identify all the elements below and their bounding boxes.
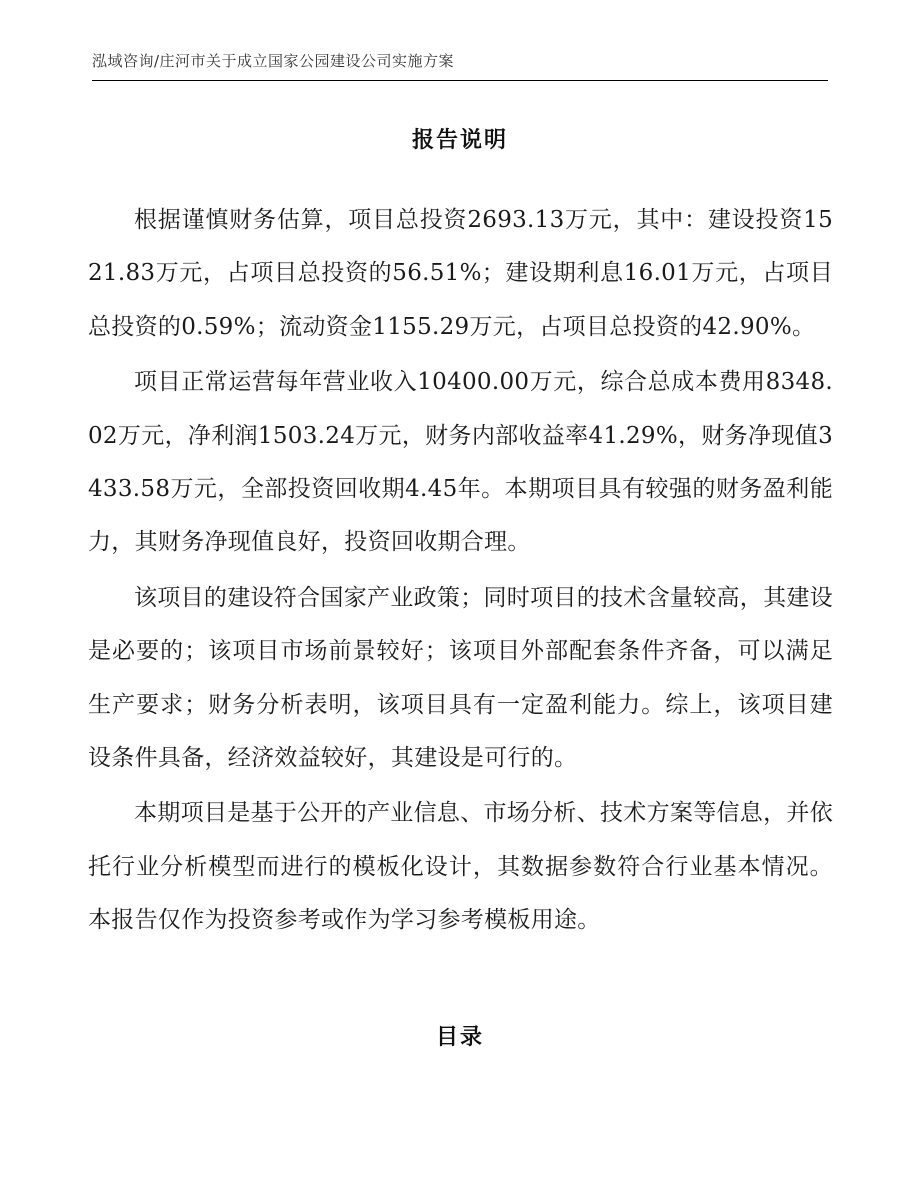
paragraph-investment: 根据谨慎财务估算，项目总投资2693.13万元，其中：建设投资1521.83万元，占项目总投资的56.51%；建设期利息16.01万元，占项目总投资的0.59%；流动资金1155.29万元，占项目总投资的42.90%。 — [88, 207, 833, 340]
paragraph-revenue: 项目正常运营每年营业收入10400.00万元，综合总成本费用8348.02万元，净利润1503.24万元，财务内部收益率41.29%，财务净现值3433.58万元，全部投资回收期4.45年。本期项目具有较强的财务盈利能力，其财务净现值良好，投资回收期合理。 — [88, 369, 833, 556]
running-header: 泓域咨询/庄河市关于成立国家公园建设公司实施方案 — [92, 52, 455, 70]
header-divider — [92, 80, 828, 81]
paragraph-disclaimer: 本期项目是基于公开的产业信息、市场分析、技术方案等信息，并依托行业分析模型而进行的模板化设计，其数据参数符合行业基本情况。本报告仅作为投资参考或作为学习参考模板用途。 — [88, 800, 833, 934]
paragraph-feasibility: 该项目的建设符合国家产业政策；同时项目的技术含量较高，其建设是必要的；该项目市场前景较好；该项目外部配套条件齐备，可以满足生产要求；财务分析表明，该项目具有一定盈利能力。综上，该项目建设条件具备，经济效益较好，其建设是可行的。 — [88, 584, 833, 772]
report-body — [88, 194, 833, 950]
toc-title: 目录 — [435, 1025, 484, 1050]
report-title: 报告说明 — [411, 128, 508, 153]
